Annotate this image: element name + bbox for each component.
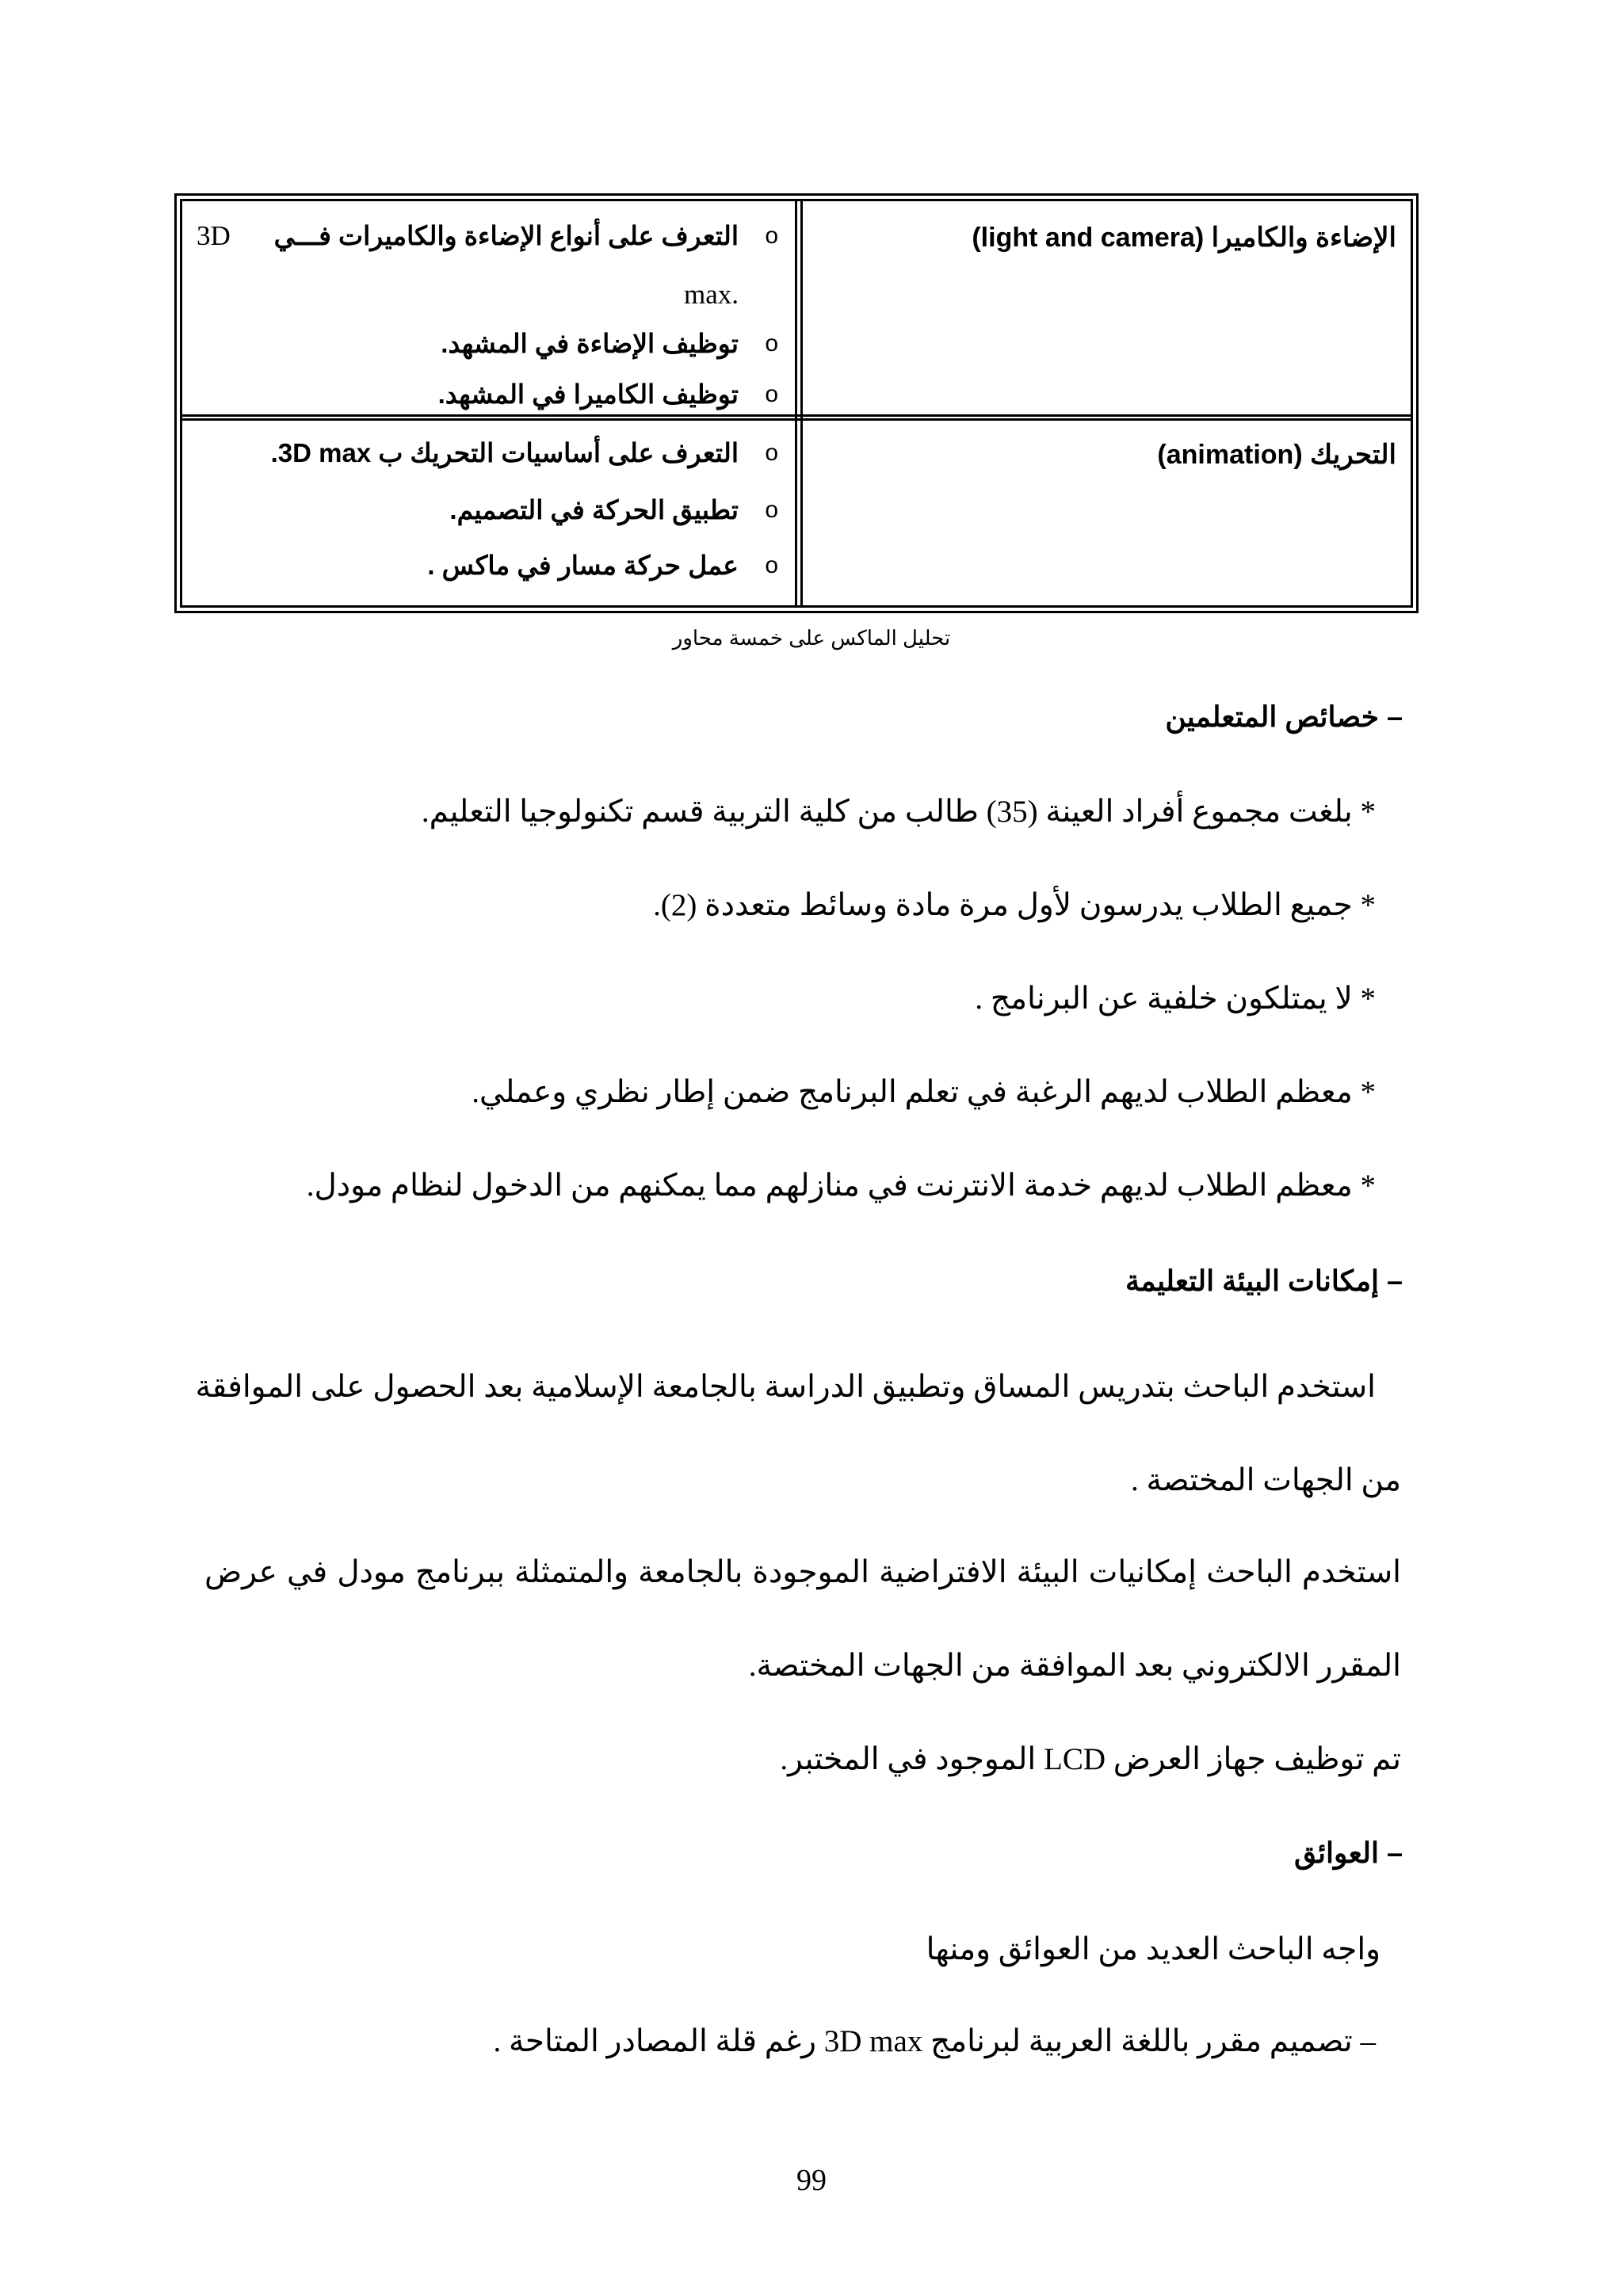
table-caption: تحليل الماكس على خمسة محاور — [672, 626, 951, 650]
paragraph-line: واجه الباحث العديد من العوائق ومنها — [926, 1932, 1381, 1966]
section-heading-learners: – خصائص المتعلمين — [1165, 700, 1403, 733]
paragraph-line: استخدم الباحث إمكانيات البيئة الافتراضية الموجودة بالجامعة والمتمثلة ببرنامج مودل في عرض — [204, 1555, 1401, 1589]
section-heading-obstacles: – العوائق — [1293, 1836, 1403, 1869]
list-item: * لا يمتلكون خلفية عن البرنامج . — [975, 982, 1376, 1016]
list-item: * معظم الطلاب لديهم خدمة الانترنت في منازلهم مما يمكنهم من الدخول لنظام مودل. — [306, 1169, 1376, 1203]
topic-label: التحريك (animation) — [1157, 440, 1396, 470]
bullet-icon: o — [765, 330, 778, 357]
paragraph-line: تم توظيف جهاز العرض LCD الموجود في المختبر. — [780, 1742, 1401, 1776]
page-number: 99 — [796, 2164, 827, 2197]
bullet-icon: o — [765, 223, 778, 249]
objective-continuation: .max — [683, 279, 739, 310]
topic-label: الإضاءة والكاميرا (light and camera) — [972, 223, 1396, 253]
objectives-table — [174, 193, 1419, 613]
paragraph-line: من الجهات المختصة . — [1131, 1463, 1401, 1497]
bullet-icon: o — [765, 440, 778, 466]
topic-cell — [800, 201, 1411, 417]
table-row — [182, 421, 1411, 605]
bullet-icon: o — [765, 552, 778, 578]
paragraph-line: المقرر الالكتروني بعد الموافقة من الجهات المختصة. — [748, 1649, 1401, 1683]
paragraph-line: استخدم الباحث بتدريس المساق وتطبيق الدراسة بالجامعة الإسلامية بعد الحصول على الموافقة — [195, 1370, 1376, 1404]
bullet-icon: o — [765, 497, 778, 523]
objectives-cell: o التعرف على أنواع الإضاءة والكاميرات فـــي 3D .max o توظيف الإضاءة في المشهد. o توظيف الكاميرا في المشهد. — [197, 220, 778, 409]
list-item: * جميع الطلاب يدرسون لأول مرة مادة وسائط متعددة (2). — [653, 888, 1376, 922]
latin-term: 3D — [197, 220, 231, 251]
bullet-icon: o — [765, 381, 778, 407]
topic-cell — [800, 421, 1411, 605]
list-item: – تصميم مقرر باللغة العربية لبرنامج 3D max رغم قلة المصادر المتاحة . — [493, 2024, 1376, 2058]
list-item: * بلغت مجموع أفراد العينة (35) طالب من كلية التربية قسم تكنولوجيا التعليم. — [421, 795, 1376, 829]
table-row — [182, 201, 1411, 417]
list-item: * معظم الطلاب لديهم الرغبة في تعلم البرنامج ضمن إطار نظري وعملي. — [472, 1075, 1376, 1109]
objectives-cell: o التعرف على أساسيات التحريك ب 3D max. o تطبيق الحركة في التصميم. o عمل حركة مسار في ماكس . — [270, 438, 778, 580]
section-heading-environment: – إمكانات البيئة التعليمة — [1125, 1264, 1403, 1297]
